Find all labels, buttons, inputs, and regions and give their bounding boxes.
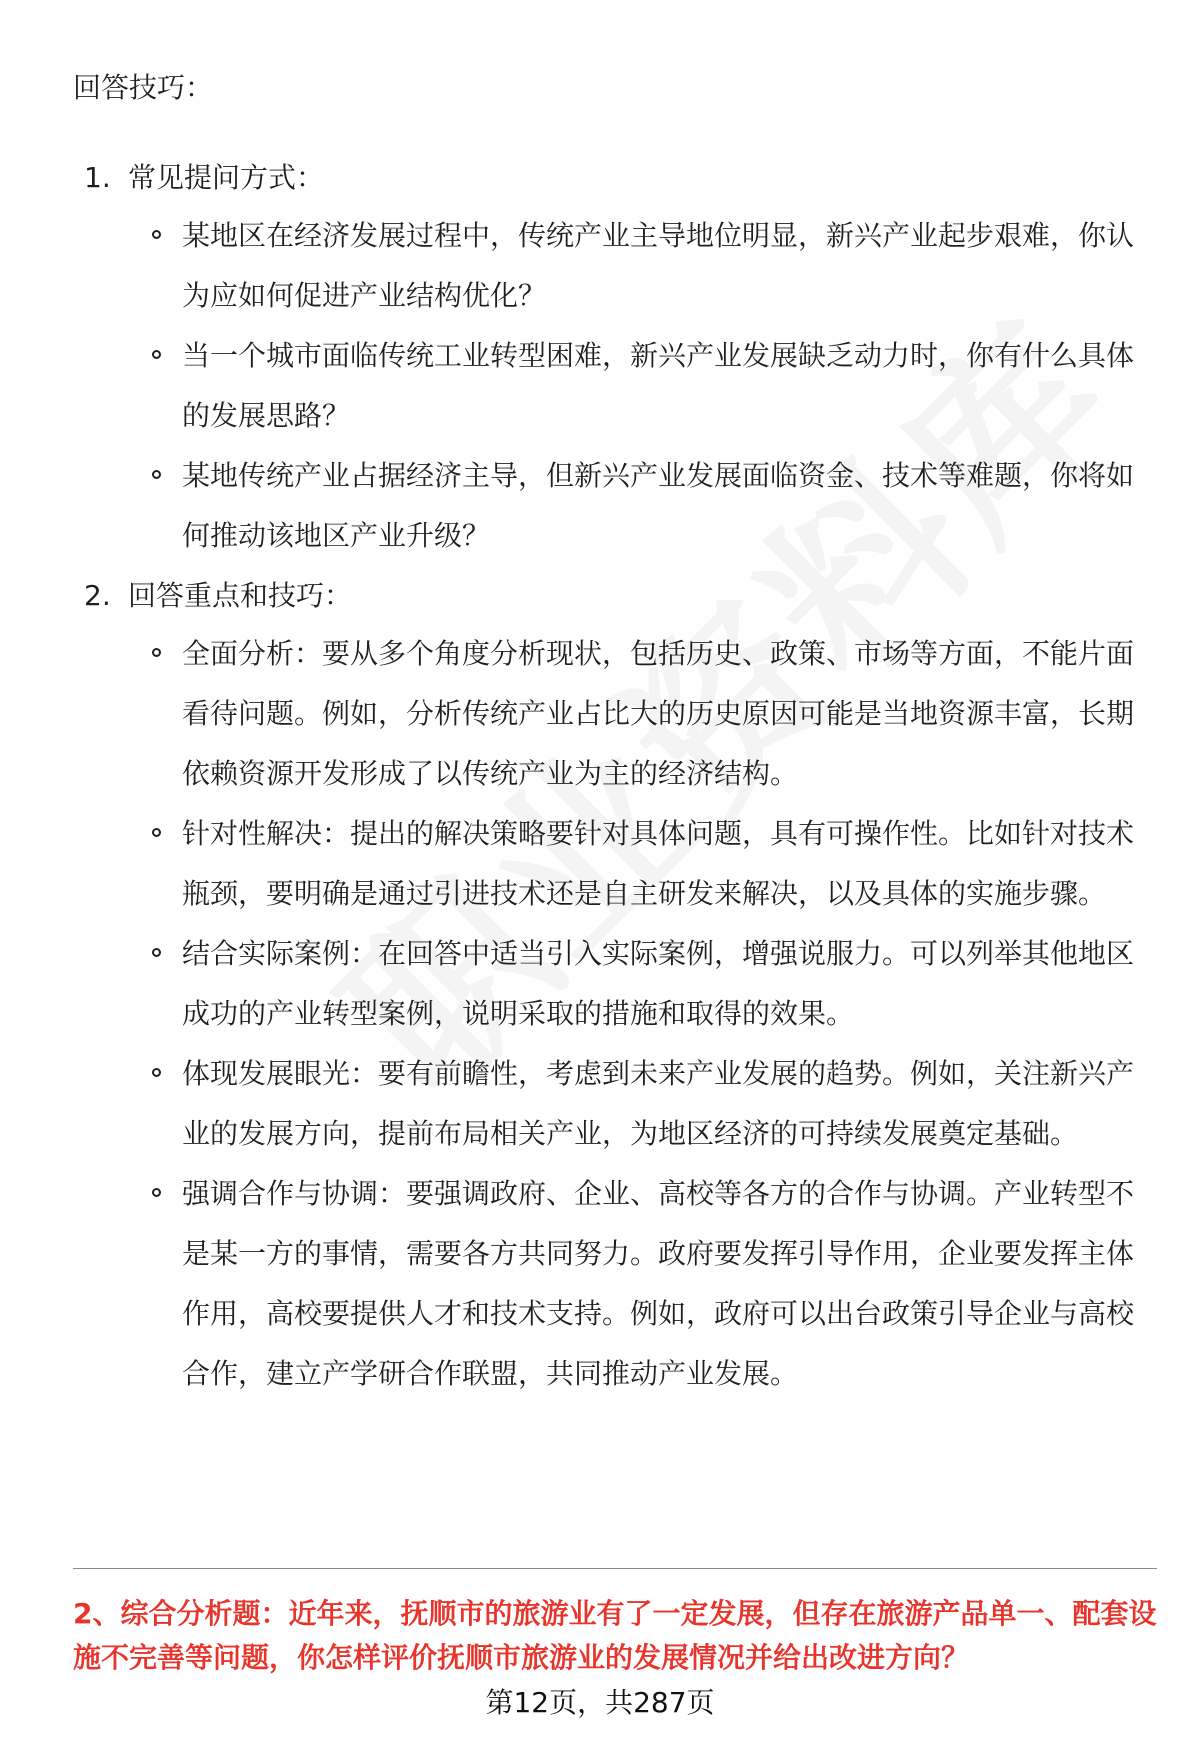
list-item-text: 强调合作与协调：要强调政府、企业、高校等各方的合作与协调。产业转型不是某一方的事情，需要各方共同努力。政府要发挥引导作用，企业要发挥主体作用，高校要提供人才和技术支持。例如，政府可以出台政策引导企业与高校合作，建立产学研合作联盟，共同推动产业发展。 (182, 1177, 1135, 1390)
section-divider (73, 1568, 1157, 1569)
list-item-text: 某地传统产业占据经济主导，但新兴产业发展面临资金、技术等难题，你将如何推动该地区产业升级？ (182, 459, 1135, 552)
list-item (0, 1044, 1200, 1164)
list-item (0, 924, 1200, 1044)
section-heading (0, 150, 1200, 206)
list-item (0, 1164, 1200, 1404)
intro-heading: 回答技巧： (73, 71, 214, 104)
list-item-text: 全面分析：要从多个角度分析现状，包括历史、政策、市场等方面，不能片面看待问题。例如，分析传统产业占比大的历史原因可能是当地资源丰富，长期依赖资源开发形成了以传统产业为主的经济结构。 (182, 637, 1135, 790)
bullet-circle-icon (152, 948, 161, 957)
list-item (0, 206, 1200, 326)
list-item (0, 326, 1200, 446)
list-item-text: 结合实际案例：在回答中适当引入实际案例，增强说服力。可以列举其他地区成功的产业转型案例，说明采取的措施和取得的效果。 (182, 937, 1135, 1030)
page-number: 第12页，共287页 (485, 1686, 715, 1719)
bullet-circle-icon (152, 1188, 161, 1197)
list-item-text: 针对性解决：提出的解决策略要针对具体问题，具有可操作性。比如针对技术瓶颈，要明确是通过引进技术还是自主研发来解决，以及具体的实施步骤。 (182, 817, 1135, 910)
section-1 (0, 150, 1200, 566)
bullet-circle-icon (152, 828, 161, 837)
list-item-text: 某地区在经济发展过程中，传统产业主导地位明显，新兴产业起步艰难，你认为应如何促进产业结构优化？ (182, 219, 1135, 312)
list-item (0, 446, 1200, 566)
bullet-circle-icon (152, 648, 161, 657)
list-item-text: 当一个城市面临传统工业转型困难，新兴产业发展缺乏动力时，你有什么具体的发展思路？ (182, 339, 1135, 432)
bullet-list (0, 624, 1200, 1404)
section-number: 2. (84, 579, 111, 612)
section-number: 1. (84, 161, 111, 194)
next-question-heading: 2、综合分析题：近年来，抚顺市的旅游业有了一定发展，但存在旅游产品单一、配套设施不完善等问题，你怎样评价抚顺市旅游业的发展情况并给出改进方向？ (73, 1597, 1157, 1674)
section-title: 常见提问方式： (128, 161, 325, 194)
list-item (0, 624, 1200, 804)
bullet-circle-icon (152, 350, 161, 359)
bullet-circle-icon (152, 470, 161, 479)
bullet-list (0, 206, 1200, 566)
section-heading (0, 568, 1200, 624)
list-item-text: 体现发展眼光：要有前瞻性，考虑到未来产业发展的趋势。例如，关注新兴产业的发展方向，提前布局相关产业，为地区经济的可持续发展奠定基础。 (182, 1057, 1135, 1150)
section-2 (0, 568, 1200, 1404)
section-list (0, 150, 1200, 1404)
bullet-circle-icon (152, 230, 161, 239)
bullet-circle-icon (152, 1068, 161, 1077)
section-title: 回答重点和技巧： (128, 579, 353, 612)
list-item (0, 804, 1200, 924)
